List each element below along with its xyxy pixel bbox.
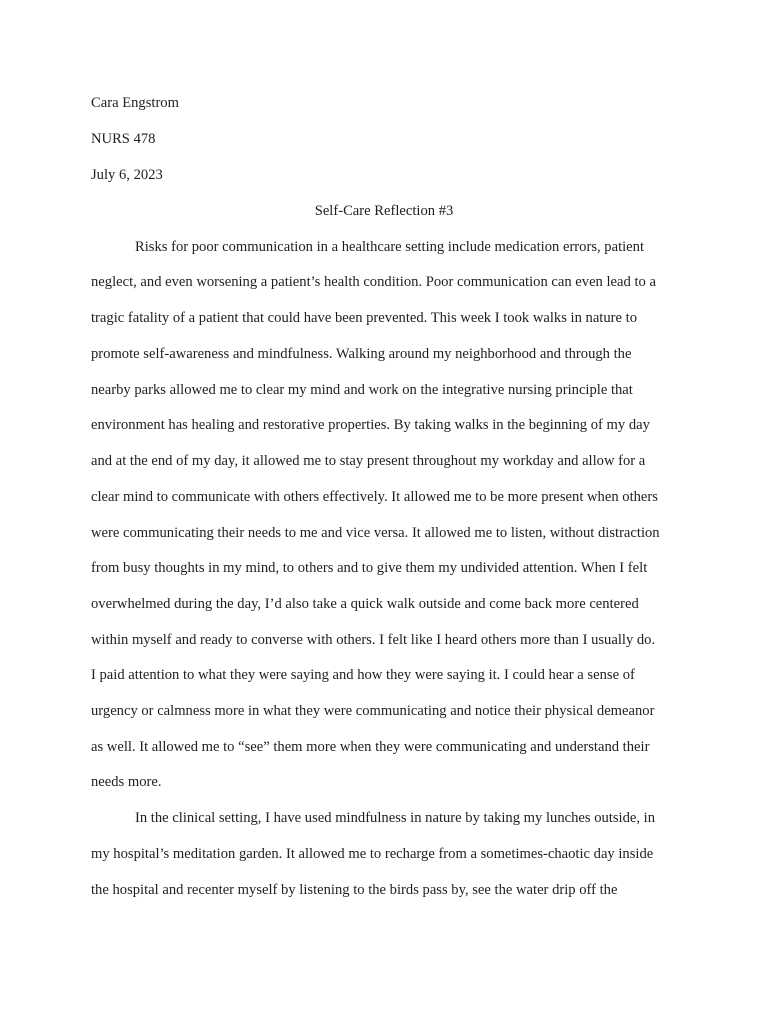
paragraph-line: In the clinical setting, I have used mindfulness in nature by taking my lunches outside, in: [135, 810, 655, 826]
paragraph-line: Risks for poor communication in a healthcare setting include medication errors, patient: [135, 239, 645, 255]
paragraph-line: promote self-awareness and mindfulness. Walking around my neighborhood and through the: [91, 346, 632, 362]
paragraph-line: from busy thoughts in my mind, to others and to give them my undivided attention. When I felt: [91, 560, 648, 576]
document-date: July 6, 2023: [91, 167, 163, 183]
paragraph-line: my hospital’s meditation garden. It allowed me to recharge from a sometimes-chaotic day inside: [91, 846, 654, 862]
paragraph-line: I paid attention to what they were saying and how they were saying it. I could hear a sense of: [91, 667, 635, 683]
document-title: Self-Care Reflection #3: [314, 203, 454, 219]
paragraph-line: as well. It allowed me to “see” them more when they were communicating and understand their: [91, 739, 650, 755]
paragraph-line: were communicating their needs to me and vice versa. It allowed me to listen, without distraction: [91, 525, 660, 541]
paragraph-line: within myself and ready to converse with others. I felt like I heard others more than I usually do.: [91, 632, 656, 648]
paragraph-line: urgency or calmness more in what they were communicating and notice their physical demeanor: [91, 703, 655, 719]
course-code: NURS 478: [91, 131, 156, 147]
paragraph-line: overwhelmed during the day, I’d also take a quick walk outside and come back more centered: [91, 596, 639, 612]
paragraph-line: tragic fatality of a patient that could have been prevented. This week I took walks in nature to: [91, 310, 637, 326]
paragraph-line: the hospital and recenter myself by listening to the birds pass by, see the water drip off the: [91, 882, 618, 898]
paragraph-line: and at the end of my day, it allowed me to stay present throughout my workday and allow for a: [91, 453, 646, 469]
author-name: Cara Engstrom: [91, 95, 179, 111]
paragraph-line: environment has healing and restorative properties. By taking walks in the beginning of my day: [91, 417, 650, 433]
paragraph-line: nearby parks allowed me to clear my mind and work on the integrative nursing principle that: [91, 382, 633, 398]
paragraph-line: needs more.: [91, 774, 162, 790]
paragraph-line: clear mind to communicate with others effectively. It allowed me to be more present when others: [91, 489, 658, 505]
paragraph-line: neglect, and even worsening a patient’s health condition. Poor communication can even lead to a: [91, 274, 656, 290]
